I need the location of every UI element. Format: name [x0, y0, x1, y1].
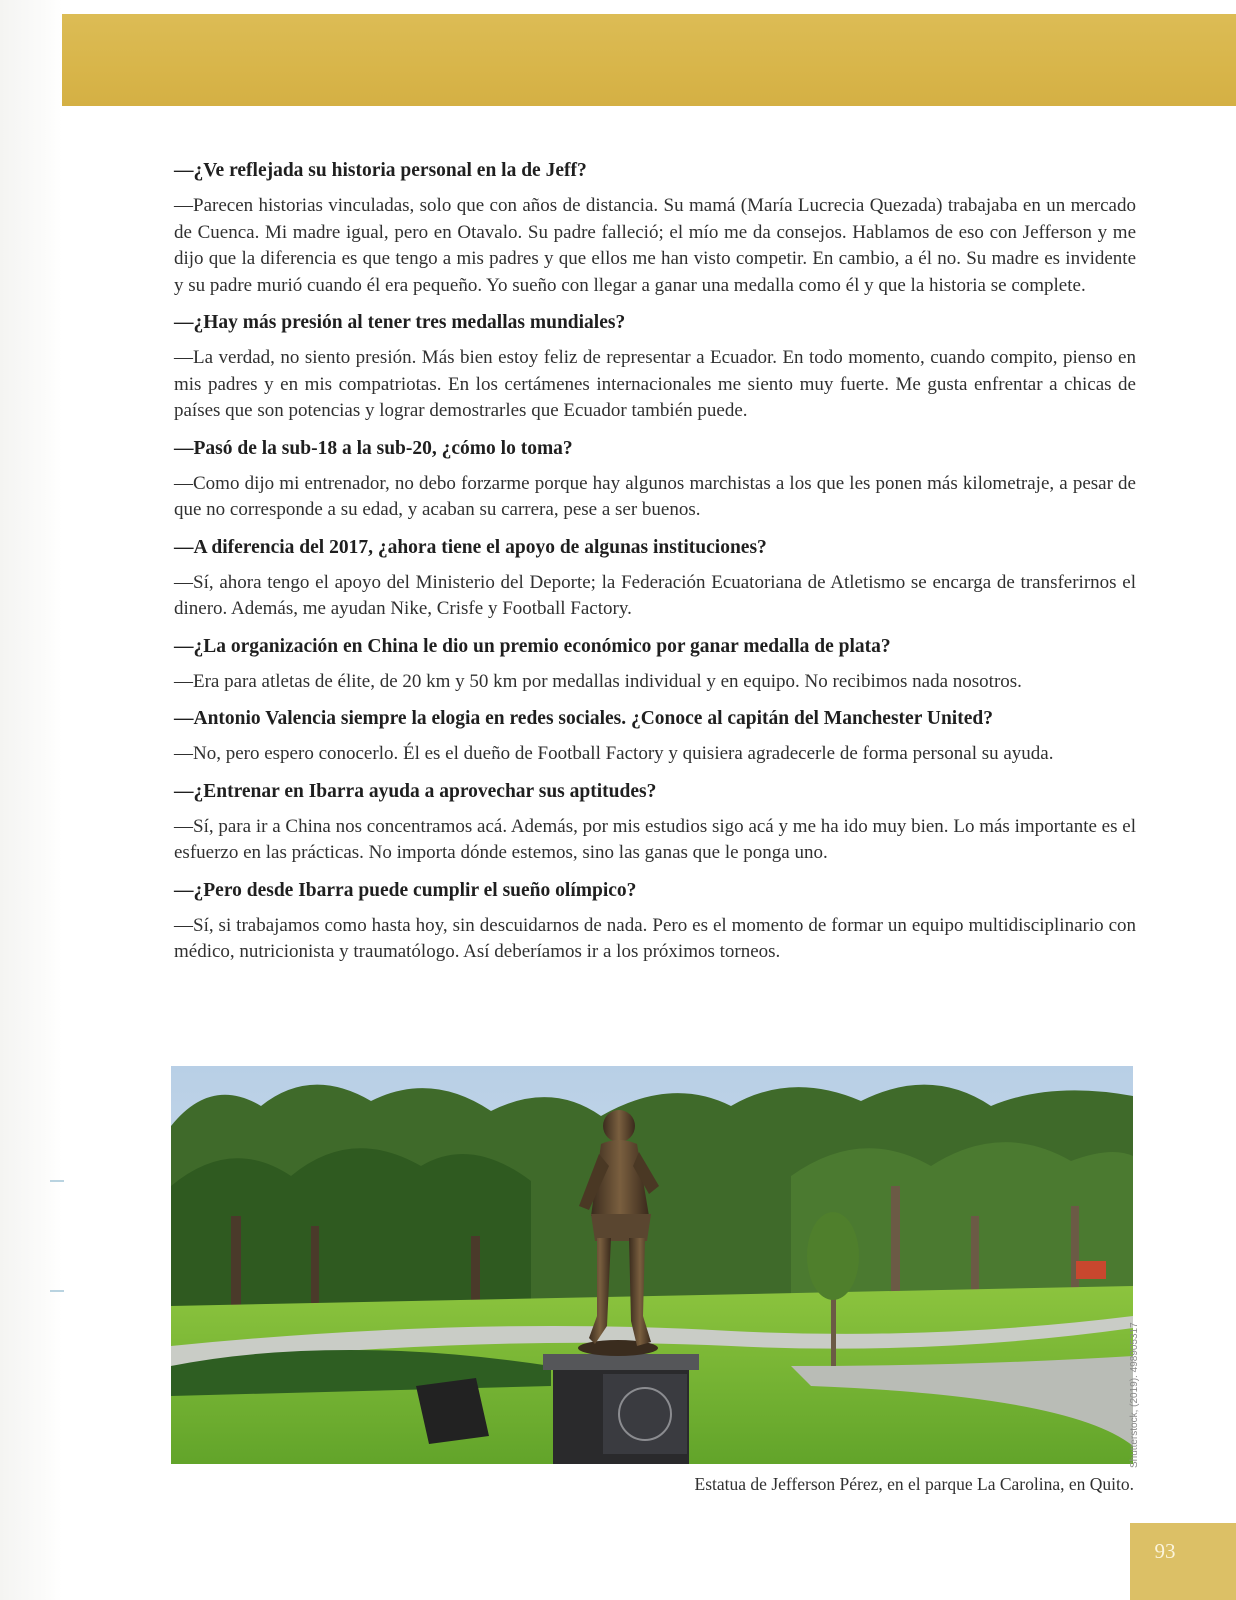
interview-question: —¿La organización en China le dio un premio económico por ganar medalla de plata? — [174, 635, 891, 657]
interview-answer: —Como dijo mi entrenador, no debo forzarme porque hay algunos marchistas a los que les ponen más kilometraje, a pesar de que no corresponde a su edad, y acaban su carrera, pese a ser buenos. — [174, 472, 1136, 520]
interview-question: —¿Ve reflejada su historia personal en la de Jeff? — [174, 160, 587, 181]
interview-answer: —Era para atletas de élite, de 20 km y 50 km por medallas individual y en equipo. No recibimos nada nosotros. — [174, 670, 1022, 692]
header-color-band — [62, 14, 1236, 106]
interview-answer: —La verdad, no siento presión. Más bien estoy feliz de representar a Ecuador. En todo momento, cuando compito, pienso en mis padres y en mis compatriotas. En los certámenes internacionales me siento muy fuerte. Me gusta enfrentar a chicas de países que son potencias y lograr demostrarles que Ecuador también puede. — [174, 347, 1136, 421]
statue-photo — [171, 1066, 1133, 1464]
interview-text — [174, 158, 1136, 977]
interview-answer: —No, pero espero conocerlo. Él es el dueño de Football Factory y quisiera agradecerle de forma personal su ayuda. — [174, 743, 1054, 764]
interview-answer: —Sí, si trabajamos como hasta hoy, sin descuidarnos de nada. Pero es el momento de formar un equipo multidisciplinario con médico, nutricionista y traumatólogo. Así deberíamos ir a los próximos torneos. — [174, 914, 1136, 962]
page-margin — [0, 0, 62, 1600]
page-number: 93 — [1154, 1539, 1176, 1563]
interview-question: —¿Pero desde Ibarra puede cumplir el sueño olímpico? — [174, 879, 637, 901]
photo-caption: Estatua de Jefferson Pérez, en el parque La Carolina, en Quito. — [694, 1474, 1134, 1494]
interview-question: —Pasó de la sub-18 a la sub-20, ¿cómo lo toma? — [174, 437, 573, 459]
page-number-tab — [1130, 1523, 1236, 1600]
interview-question: —Antonio Valencia siempre la elogia en redes sociales. ¿Conoce al capitán del Manchester United? — [174, 708, 993, 729]
interview-question: —¿Hay más presión al tener tres medallas mundiales? — [174, 312, 626, 333]
photo-credit: Shutterstock, (2019). 498905317 — [1129, 1322, 1140, 1468]
interview-question: —A diferencia del 2017, ¿ahora tiene el apoyo de algunas instituciones? — [174, 536, 767, 558]
interview-answer: —Parecen historias vinculadas, solo que con años de distancia. Su mamá (María Lucrecia Quezada) trabajaba en un mercado de Cuenca. Mi madre igual, pero en Otavalo. Su padre falleció; el mío me da consejos. Hablamos de eso con Jefferson y me dijo que la diferencia es que tengo a mis padres y que ellos me han visto competir. En cambio, a él no. Su madre es invidente y su padre murió cuando él era pequeño. Yo sueño con llegar a ganar una medalla como él y que la historia se complete. — [174, 195, 1136, 296]
interview-answer: —Sí, para ir a China nos concentramos acá. Además, por mis estudios sigo acá y me ha ido muy bien. Lo más importante es el esfuerzo en las prácticas. No importa dónde estemos, sino las ganas que le ponga uno. — [174, 815, 1136, 863]
interview-question: —¿Entrenar en Ibarra ayuda a aprovechar sus aptitudes? — [174, 780, 657, 802]
interview-answer: —Sí, ahora tengo el apoyo del Ministerio del Deporte; la Federación Ecuatoriana de Atletismo se encarga de transferirnos el dinero. Además, me ayudan Nike, Crisfe y Football Factory. — [174, 571, 1136, 619]
